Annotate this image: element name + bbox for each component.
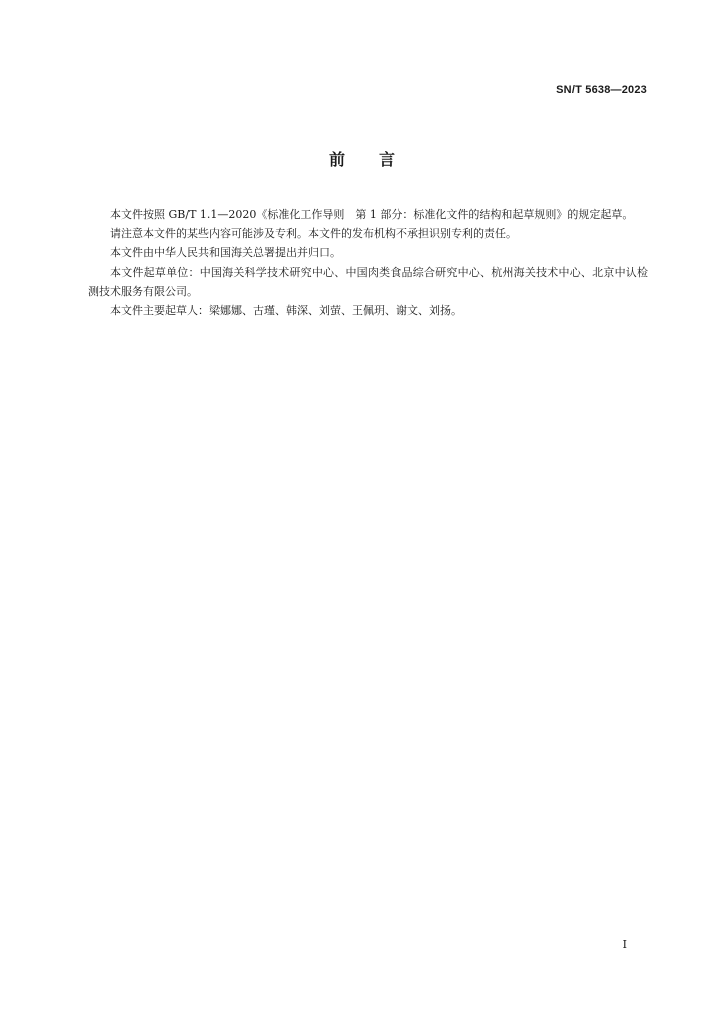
paragraph-drafting-units: 本文件起草单位：中国海关科学技术研究中心、中国肉类食品综合研究中心、杭州海关技术中心、北京中认检测技术服务有限公司。	[88, 265, 648, 298]
page-number: I	[622, 938, 627, 951]
paragraph-drafters: 本文件主要起草人：梁娜娜、古瑾、韩深、刘萤、王佩玥、谢文、刘扬。	[110, 304, 462, 318]
standard-number: SN/T 5638—2023	[556, 84, 647, 96]
title-char-1: 前	[328, 150, 345, 169]
page-title	[0, 147, 724, 170]
title-char-2: 言	[379, 150, 396, 169]
paragraph-drafting-rules: 本文件按照 GB/T 1.1—2020《标准化工作导则 第 1 部分：标准化文件的结构和起草规则》的规定起草。	[110, 208, 634, 221]
paragraph-proposer: 本文件由中华人民共和国海关总署提出并归口。	[110, 246, 341, 260]
preface-body	[88, 205, 648, 320]
paragraph-patent-notice: 请注意本文件的某些内容可能涉及专利。本文件的发布机构不承担识别专利的责任。	[110, 227, 517, 241]
